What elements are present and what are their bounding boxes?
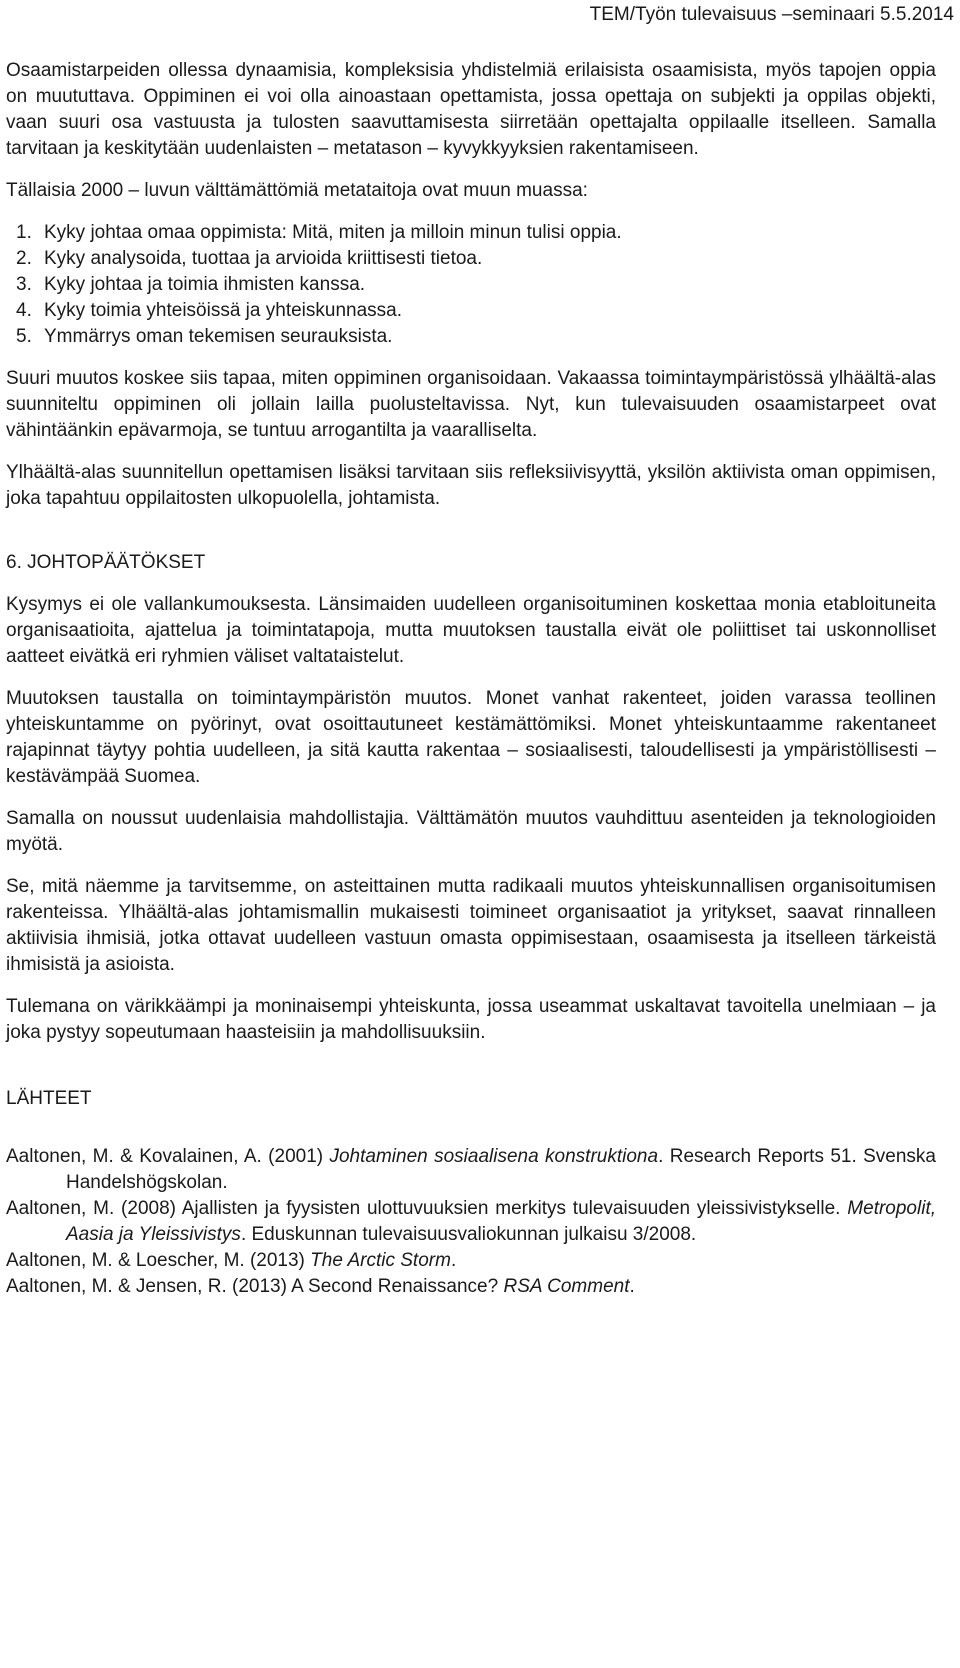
reference-item — [6, 1196, 936, 1248]
list-item — [6, 298, 936, 324]
section-heading-sources: LÄHTEET — [6, 1088, 92, 1109]
reference-text: Aaltonen, M. (2008) Ajallisten ja fyysisten ulottuvuuksien merkitys tulevaisuuden yleissivistykselle. — [6, 1198, 848, 1219]
list-item-number: 1. — [16, 222, 32, 243]
paragraph-conclusion-1: Kysymys ei ole vallankumouksesta. Länsimaiden uudelleen organisoituminen koskettaa monia etabloituneita organisaatioita, ajattelua ja toimintatapoja, mutta muutoksen taustalla eivät ole poliittiset tai uskonnolliset aatteet eivätkä eri ryhmien väliset valtataistelut. — [6, 594, 936, 667]
reference-text: . — [450, 1250, 457, 1271]
paragraph-learning-needs: Osaamistarpeiden ollessa dynaamisia, kompleksisia yhdistelmiä erilaisista osaamisista, myös tapojen oppia on muututtava. Oppiminen ei voi olla ainoastaan opettamista, jossa opettaja on subjekti ja oppilas objekti, vaan suuri osa vastuusta ja tulosten saavuttamisesta siirretään opettajalta oppilaalle itselleen. Samalla tarvitaan ja keskitytään uudenlaisten – metatason – kyvykkyyksien rakentamiseen. — [6, 60, 936, 159]
reference-list — [6, 1144, 936, 1300]
reference-item — [6, 1144, 936, 1196]
list-item — [6, 324, 936, 350]
metaskills-list — [6, 220, 936, 350]
list-item-text: Kyky johtaa ja toimia ihmisten kanssa. — [44, 274, 366, 295]
reference-title: The Arctic Storm — [310, 1250, 451, 1271]
reference-text: . Research Reports 51. Svenska Handelshögskolan. — [66, 1146, 937, 1193]
paragraph-conclusion-2: Muutoksen taustalla on toimintaympäristön muutos. Monet vanhat rakenteet, joiden varassa teollinen yhteiskuntamme on pyörinyt, ovat osoittautuneet kestämättömiksi. Monet yhteiskuntaamme rakentaneet rajapinnat täytyy pohtia uudelleen, ja sitä kautta rakentaa – sosiaalisesti, taloudellisesti ja ympäristöllisesti – kestävämpää Suomea. — [6, 688, 936, 787]
document-body — [6, 58, 936, 1300]
list-item-number: 2. — [16, 248, 32, 269]
list-item-text: Ymmärrys oman tekemisen seurauksista. — [44, 326, 393, 347]
reference-text: Aaltonen, M. & Loescher, M. (2013) — [6, 1250, 311, 1271]
list-item-number: 4. — [16, 300, 32, 321]
paragraph-metaskills-intro: Tällaisia 2000 – luvun välttämättömiä metataitoja ovat muun muassa: — [6, 180, 588, 201]
list-item-number: 3. — [16, 274, 32, 295]
list-item-number: 5. — [16, 326, 32, 347]
list-item-text: Kyky johtaa omaa oppimista: Mitä, miten ja milloin minun tulisi oppia. — [44, 222, 622, 243]
section-heading-conclusions: 6. JOHTOPÄÄTÖKSET — [6, 552, 206, 573]
paragraph-reflexivity: Ylhäältä-alas suunnitellun opettamisen lisäksi tarvitaan siis refleksiivisyyttä, yksilön aktiivista oman oppimisen, joka tapahtuu oppilaitosten ulkopuolella, johtamista. — [6, 462, 936, 509]
reference-item — [6, 1248, 936, 1274]
paragraph-conclusion-5: Tulemana on värikkäämpi ja moninaisempi yhteiskunta, jossa useammat uskaltavat tavoitella unelmiaan – ja joka pystyy sopeutumaan haasteisiin ja mahdollisuuksiin. — [6, 996, 936, 1043]
reference-item — [6, 1274, 936, 1300]
running-header: TEM/Työn tulevaisuus –seminaari 5.5.2014 — [589, 4, 954, 25]
reference-text: Aaltonen, M. & Jensen, R. (2013) A Second Renaissance? — [6, 1276, 504, 1297]
reference-text: . Eduskunnan tulevaisuusvaliokunnan julkaisu 3/2008. — [240, 1224, 697, 1245]
reference-title: RSA Comment — [503, 1276, 630, 1297]
list-item-text: Kyky toimia yhteisöissä ja yhteiskunnassa. — [44, 300, 402, 321]
reference-text: . — [629, 1276, 635, 1297]
list-item-text: Kyky analysoida, tuottaa ja arvioida kriittisesti tietoa. — [44, 248, 483, 269]
list-item — [6, 272, 936, 298]
reference-text: Aaltonen, M. & Kovalainen, A. (2001) — [6, 1146, 330, 1167]
paragraph-conclusion-3: Samalla on noussut uudenlaisia mahdollistajia. Välttämätön muutos vauhdittuu asenteiden ja teknologioiden myötä. — [6, 808, 936, 855]
reference-title: Johtaminen sosiaalisena konstruktiona — [329, 1146, 659, 1167]
reference-title: Metropolit, Aasia ja Yleissivistys — [66, 1198, 936, 1245]
paragraph-conclusion-4: Se, mitä näemme ja tarvitsemme, on asteittainen mutta radikaali muutos yhteiskunnallisen organisoitumisen rakenteissa. Ylhäältä-alas johtamismallin mukaisesti toimineet organisaatiot ja yritykset, saavat rinnalleen aktiivisia ihmisiä, jotka ottavat uudelleen vastuun omasta oppimisestaan, osaamisesta ja itselleen tärkeistä ihmisistä ja asioista. — [6, 876, 936, 975]
list-item — [6, 246, 936, 272]
paragraph-organizing-learning: Suuri muutos koskee siis tapaa, miten oppiminen organisoidaan. Vakaassa toimintaympäristössä ylhäältä-alas suunniteltu oppiminen oli jollain lailla puolusteltavissa. Nyt, kun tulevaisuuden osaamistarpeet ovat vähintäänkin epävarmoja, se tuntuu arrogantilta ja vaaralliselta. — [6, 368, 936, 441]
list-item — [6, 220, 936, 246]
